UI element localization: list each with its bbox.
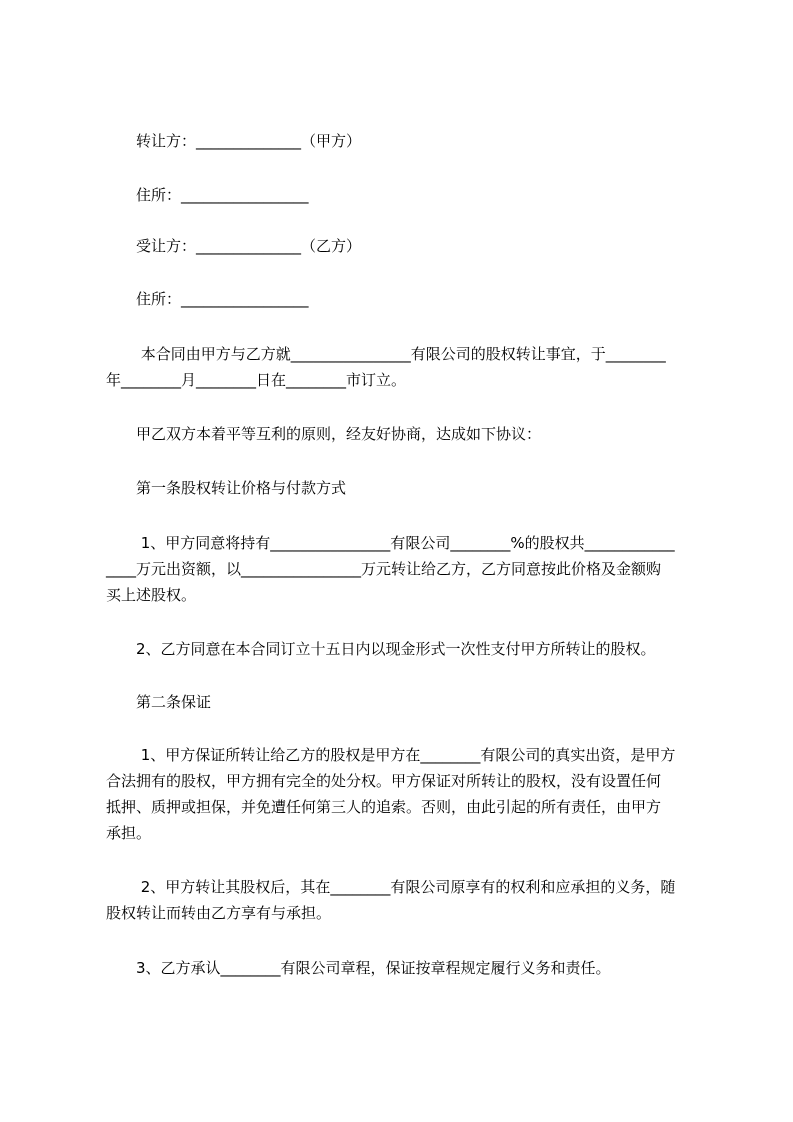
article-1-title: 第一条股权转让价格与付款方式 [136,479,347,497]
article-2-item-3: 3、乙方承认________有限公司章程，保证按章程规定履行义务和责任。 [136,959,611,977]
article-2-item-1-line-1: 1、甲方保证所转让给乙方的股权是甲方在________有限公司的真实出资，是甲方 [136,746,676,764]
article-1-item-1-line-1: 1、甲方同意将持有________________有限公司________%的股权共____________ [136,534,675,552]
article-1-item-1-line-2: ____万元出资额，以________________万元转让给乙方，乙方同意按此价格及金额购 [106,560,662,578]
article-2-title: 第二条保证 [136,693,212,711]
article-2-item-1-line-2: 合法拥有的股权，甲方拥有完全的处分权。甲方保证对所转让的股权，没有设置任何 [106,772,662,790]
intro-line-2: 年________月________日在________市订立。 [106,371,407,389]
article-1-item-1-line-3: 买上述股权。 [106,586,197,604]
article-2-item-2-line-2: 股权转让而转由乙方享有与承担。 [106,904,332,922]
transferee-line: 受让方：______________（乙方） [136,237,362,255]
transferor-address: 住所：_________________ [136,186,309,204]
transferor-line: 转让方：______________（甲方） [136,132,362,150]
article-2-item-2-line-1: 2、甲方转让其股权后，其在________有限公司原享有的权利和应承担的义务，随 [136,878,676,896]
agreement-statement: 甲乙双方本着平等互利的原则，经友好协商，达成如下协议： [136,425,542,443]
article-1-item-2: 2、乙方同意在本合同订立十五日内以现金形式一次性支付甲方所转让的股权。 [136,640,656,658]
article-2-item-1-line-4: 承担。 [106,824,152,842]
transferee-address: 住所：_________________ [136,290,309,308]
intro-line-1: 本合同由甲方与乙方就________________有限公司的股权转让事宜，于________ [136,345,666,363]
article-2-item-1-line-3: 抵押、质押或担保，并免遭任何第三人的追索。否则，由此引起的所有责任，由甲方 [106,798,662,816]
